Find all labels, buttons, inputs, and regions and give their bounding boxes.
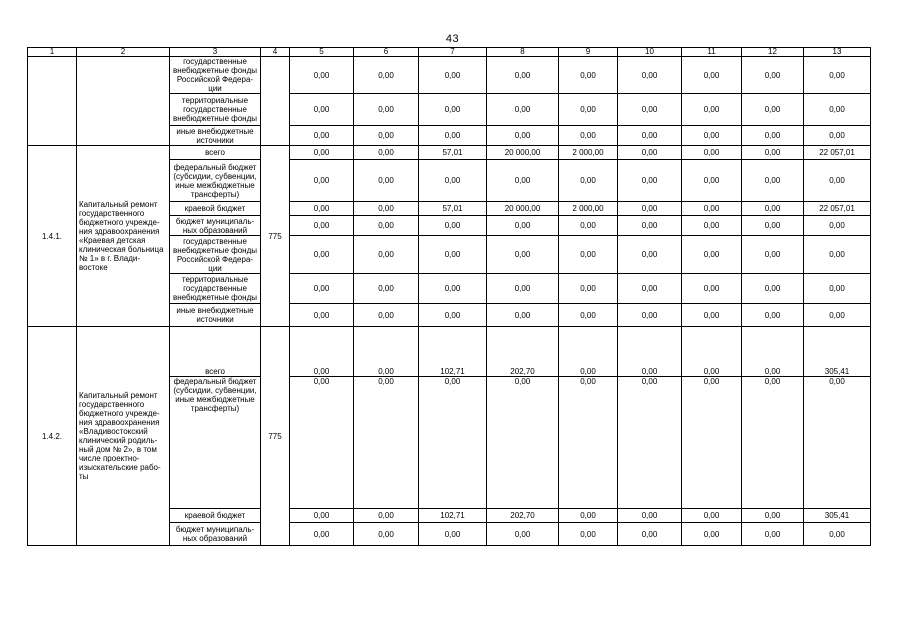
value-cell: 102,71 xyxy=(419,509,487,523)
value-cell: 0,00 xyxy=(682,146,742,160)
value-cell: 22 057,01 xyxy=(804,202,871,216)
value-cell: 0,00 xyxy=(559,274,618,304)
value-cell: 0,00 xyxy=(487,377,559,509)
value-cell: 0,00 xyxy=(419,274,487,304)
value-cell: 2 000,00 xyxy=(559,202,618,216)
value-cell: 0,00 xyxy=(742,236,804,274)
funding-source: бюджет муниципаль-ных образований xyxy=(170,216,261,236)
kbk-code xyxy=(261,57,290,146)
value-cell: 0,00 xyxy=(487,160,559,202)
kbk-code: 775 xyxy=(261,146,290,327)
value-cell: 0,00 xyxy=(487,274,559,304)
value-cell: 0,00 xyxy=(559,57,618,94)
item-code: 1.4.1. xyxy=(28,146,77,327)
value-cell: 0,00 xyxy=(742,509,804,523)
value-cell: 0,00 xyxy=(559,94,618,126)
value-cell: 57,01 xyxy=(419,202,487,216)
value-cell: 0,00 xyxy=(682,160,742,202)
column-header: 3 xyxy=(170,48,261,57)
value-cell: 57,01 xyxy=(419,146,487,160)
value-cell: 0,00 xyxy=(419,57,487,94)
column-header: 7 xyxy=(419,48,487,57)
value-cell: 0,00 xyxy=(559,126,618,146)
value-cell: 0,00 xyxy=(804,304,871,327)
column-header: 9 xyxy=(559,48,618,57)
value-cell: 305,41 xyxy=(804,509,871,523)
value-cell: 0,00 xyxy=(618,57,682,94)
value-cell: 0,00 xyxy=(742,216,804,236)
value-cell: 0,00 xyxy=(682,274,742,304)
value-cell: 0,00 xyxy=(487,236,559,274)
value-cell: 0,00 xyxy=(419,160,487,202)
value-cell: 0,00 xyxy=(559,377,618,509)
value-cell: 0,00 xyxy=(290,274,354,304)
value-cell: 0,00 xyxy=(618,146,682,160)
value-cell: 0,00 xyxy=(419,216,487,236)
value-cell: 0,00 xyxy=(804,216,871,236)
value-cell: 0,00 xyxy=(618,523,682,546)
value-cell: 0,00 xyxy=(618,160,682,202)
column-header: 8 xyxy=(487,48,559,57)
funding-source: всего xyxy=(170,327,261,377)
value-cell: 0,00 xyxy=(419,523,487,546)
value-cell: 305,41 xyxy=(804,327,871,377)
value-cell: 0,00 xyxy=(618,216,682,236)
page-number: 43 xyxy=(445,33,460,45)
value-cell: 0,00 xyxy=(487,523,559,546)
value-cell: 0,00 xyxy=(354,377,419,509)
table-row xyxy=(28,327,871,377)
budget-table xyxy=(27,47,871,546)
funding-source: краевой бюджет xyxy=(170,202,261,216)
value-cell: 0,00 xyxy=(419,377,487,509)
column-header: 13 xyxy=(804,48,871,57)
value-cell: 0,00 xyxy=(742,57,804,94)
value-cell: 0,00 xyxy=(354,216,419,236)
value-cell: 0,00 xyxy=(354,160,419,202)
column-header: 5 xyxy=(290,48,354,57)
value-cell: 0,00 xyxy=(487,304,559,327)
value-cell: 0,00 xyxy=(804,126,871,146)
funding-source: бюджет муниципаль-ных образований xyxy=(170,523,261,546)
value-cell: 0,00 xyxy=(290,216,354,236)
column-header: 1 xyxy=(28,48,77,57)
value-cell: 0,00 xyxy=(804,377,871,509)
value-cell: 0,00 xyxy=(290,202,354,216)
value-cell: 0,00 xyxy=(290,377,354,509)
value-cell: 0,00 xyxy=(804,523,871,546)
value-cell: 0,00 xyxy=(682,236,742,274)
value-cell: 0,00 xyxy=(742,126,804,146)
value-cell: 202,70 xyxy=(487,327,559,377)
item-code xyxy=(28,57,77,146)
column-header: 4 xyxy=(261,48,290,57)
funding-source: иные внебюджетные источники xyxy=(170,304,261,327)
value-cell: 0,00 xyxy=(804,236,871,274)
value-cell: 0,00 xyxy=(742,274,804,304)
funding-source: территориальные государственные внебюджетные фонды xyxy=(170,94,261,126)
value-cell: 0,00 xyxy=(742,304,804,327)
value-cell: 0,00 xyxy=(559,523,618,546)
value-cell: 0,00 xyxy=(682,57,742,94)
column-header: 2 xyxy=(77,48,170,57)
value-cell: 0,00 xyxy=(354,509,419,523)
column-header: 6 xyxy=(354,48,419,57)
value-cell: 0,00 xyxy=(682,94,742,126)
funding-source: территориальные государственные внебюджетные фонды xyxy=(170,274,261,304)
value-cell: 0,00 xyxy=(559,509,618,523)
value-cell: 0,00 xyxy=(419,304,487,327)
value-cell: 0,00 xyxy=(290,146,354,160)
funding-source: федеральный бюджет (субсидии, субвенции, иные межбюджетные трансферты) xyxy=(170,160,261,202)
value-cell: 0,00 xyxy=(682,216,742,236)
value-cell: 0,00 xyxy=(618,304,682,327)
value-cell: 0,00 xyxy=(559,216,618,236)
value-cell: 202,70 xyxy=(487,509,559,523)
kbk-code: 775 xyxy=(261,327,290,546)
header-row xyxy=(28,48,871,57)
value-cell: 0,00 xyxy=(487,94,559,126)
value-cell: 0,00 xyxy=(290,57,354,94)
value-cell: 0,00 xyxy=(618,202,682,216)
value-cell: 20 000,00 xyxy=(487,146,559,160)
value-cell: 0,00 xyxy=(742,202,804,216)
value-cell: 22 057,01 xyxy=(804,146,871,160)
value-cell: 0,00 xyxy=(804,94,871,126)
value-cell: 0,00 xyxy=(559,236,618,274)
value-cell: 0,00 xyxy=(290,126,354,146)
value-cell: 0,00 xyxy=(290,523,354,546)
column-header: 12 xyxy=(742,48,804,57)
value-cell: 0,00 xyxy=(487,57,559,94)
value-cell: 0,00 xyxy=(682,523,742,546)
item-code: 1.4.2. xyxy=(28,327,77,546)
value-cell: 0,00 xyxy=(354,327,419,377)
item-name: Капитальный ремонт государственного бюджетного учрежде-ния здравоохранения «Владивостокский клинический родиль-ный дом № 2», в том числе проектно-изыскательские рабо-ты xyxy=(77,327,170,546)
value-cell: 0,00 xyxy=(682,509,742,523)
value-cell: 20 000,00 xyxy=(487,202,559,216)
value-cell: 0,00 xyxy=(354,523,419,546)
value-cell: 0,00 xyxy=(419,94,487,126)
value-cell: 0,00 xyxy=(290,304,354,327)
value-cell: 0,00 xyxy=(290,160,354,202)
value-cell: 0,00 xyxy=(559,327,618,377)
value-cell: 0,00 xyxy=(682,327,742,377)
value-cell: 0,00 xyxy=(618,236,682,274)
funding-source: краевой бюджет xyxy=(170,509,261,523)
value-cell: 0,00 xyxy=(618,274,682,304)
column-header: 11 xyxy=(682,48,742,57)
value-cell: 0,00 xyxy=(354,146,419,160)
value-cell: 102,71 xyxy=(419,327,487,377)
value-cell: 0,00 xyxy=(290,94,354,126)
value-cell: 0,00 xyxy=(804,57,871,94)
table-row xyxy=(28,146,871,160)
value-cell: 0,00 xyxy=(742,94,804,126)
value-cell: 0,00 xyxy=(290,236,354,274)
column-header: 10 xyxy=(618,48,682,57)
value-cell: 0,00 xyxy=(618,509,682,523)
value-cell: 0,00 xyxy=(682,202,742,216)
funding-source: иные внебюджетные источники xyxy=(170,126,261,146)
value-cell: 0,00 xyxy=(487,216,559,236)
value-cell: 0,00 xyxy=(290,327,354,377)
value-cell: 0,00 xyxy=(419,236,487,274)
value-cell: 0,00 xyxy=(742,523,804,546)
value-cell: 0,00 xyxy=(354,94,419,126)
value-cell: 0,00 xyxy=(742,327,804,377)
value-cell: 2 000,00 xyxy=(559,146,618,160)
value-cell: 0,00 xyxy=(559,160,618,202)
value-cell: 0,00 xyxy=(354,274,419,304)
value-cell: 0,00 xyxy=(618,377,682,509)
value-cell: 0,00 xyxy=(618,94,682,126)
value-cell: 0,00 xyxy=(354,202,419,216)
value-cell: 0,00 xyxy=(742,377,804,509)
value-cell: 0,00 xyxy=(618,327,682,377)
value-cell: 0,00 xyxy=(682,126,742,146)
funding-source: всего xyxy=(170,146,261,160)
value-cell: 0,00 xyxy=(682,304,742,327)
value-cell: 0,00 xyxy=(804,160,871,202)
value-cell: 0,00 xyxy=(354,126,419,146)
funding-source: государственные внебюджетные фонды Российской Федера-ции xyxy=(170,57,261,94)
value-cell: 0,00 xyxy=(742,160,804,202)
value-cell: 0,00 xyxy=(290,509,354,523)
funding-source: федеральный бюджет (субсидии, субвенции, иные межбюджетные трансферты) xyxy=(170,377,261,509)
value-cell: 0,00 xyxy=(742,146,804,160)
item-name xyxy=(77,57,170,146)
value-cell: 0,00 xyxy=(354,57,419,94)
value-cell: 0,00 xyxy=(618,126,682,146)
value-cell: 0,00 xyxy=(804,274,871,304)
table-row xyxy=(28,57,871,94)
value-cell: 0,00 xyxy=(682,377,742,509)
item-name: Капитальный ремонт государственного бюджетного учрежде-ния здравоохранения «Краевая детская клиническая больница № 1» в г. Влади-востоке xyxy=(77,146,170,327)
value-cell: 0,00 xyxy=(419,126,487,146)
funding-source: государственные внебюджетные фонды Российской Федера-ции xyxy=(170,236,261,274)
value-cell: 0,00 xyxy=(487,126,559,146)
value-cell: 0,00 xyxy=(354,304,419,327)
value-cell: 0,00 xyxy=(354,236,419,274)
value-cell: 0,00 xyxy=(559,304,618,327)
